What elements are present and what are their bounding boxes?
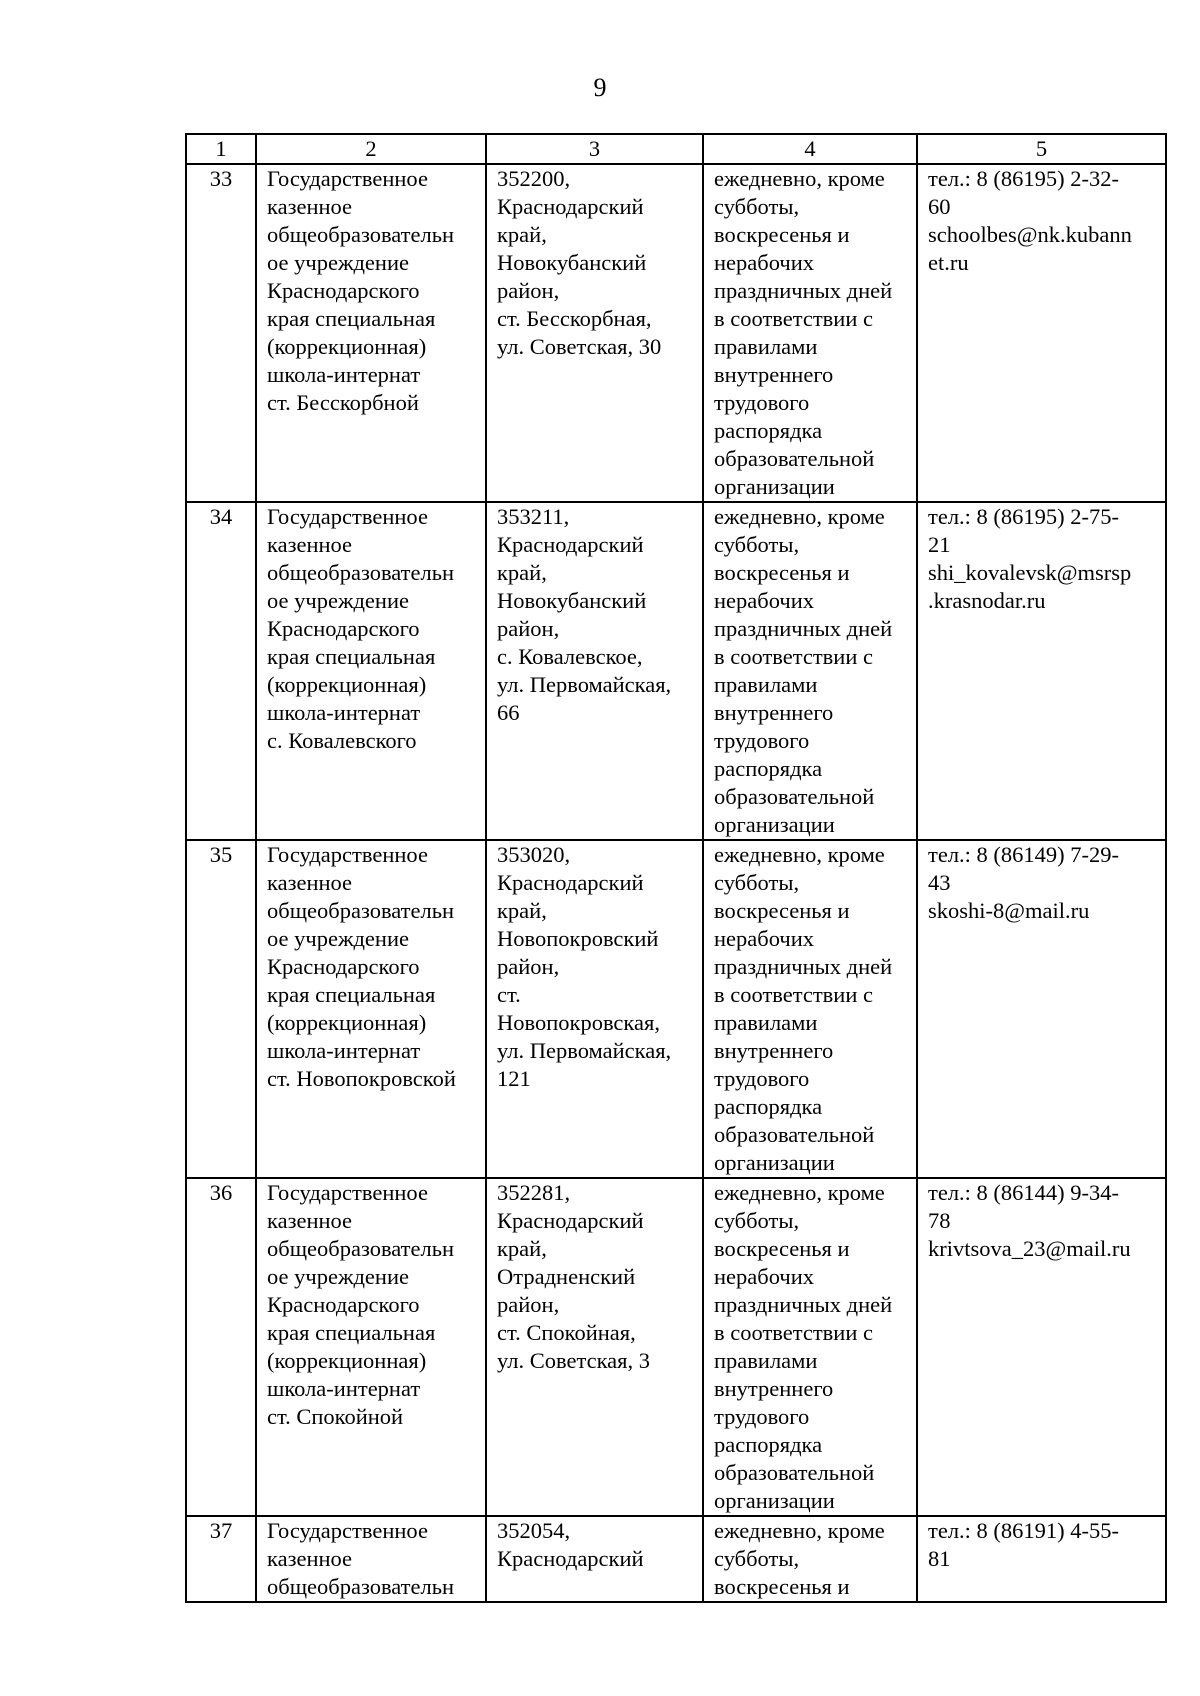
cell-text-line: трудового bbox=[714, 728, 810, 753]
cell-text-line: воскресенья и bbox=[714, 222, 850, 247]
cell-text-line: воскресенья и bbox=[714, 1236, 850, 1261]
cell-text-line: субботы, bbox=[714, 1546, 800, 1571]
cell-text-line: субботы, bbox=[714, 532, 800, 557]
cell-text-line: 352054, bbox=[497, 1518, 571, 1543]
cell-text-line: край, bbox=[497, 1236, 547, 1261]
column-header: 4 bbox=[703, 134, 917, 164]
cell-text-line: 21 bbox=[928, 532, 951, 557]
cell-text-line: Отрадненский bbox=[497, 1264, 636, 1289]
cell-text-line: нерабочих bbox=[714, 250, 814, 275]
cell-text-line: внутреннего bbox=[714, 1038, 834, 1063]
cell-text-line: Краснодарского bbox=[267, 616, 420, 641]
cell-text-line: 353211, bbox=[497, 504, 570, 529]
row-number-cell: 37 bbox=[186, 1516, 256, 1602]
cell-text-line: 78 bbox=[928, 1208, 951, 1233]
cell-text-line: праздничных дней bbox=[714, 278, 893, 303]
schedule-cell bbox=[703, 1516, 917, 1602]
address-cell bbox=[486, 164, 703, 502]
cell-text-line: тел.: 8 (86144) 9-34- bbox=[928, 1180, 1120, 1205]
cell-text-line: krivtsova_23@mail.ru bbox=[928, 1236, 1131, 1261]
cell-text-line: schoolbes@nk.kubann bbox=[928, 222, 1132, 247]
cell-text-line: образовательной bbox=[714, 1122, 875, 1147]
cell-text-line: Новокубанский bbox=[497, 588, 647, 613]
cell-text-line: казенное bbox=[267, 1546, 353, 1571]
cell-text-line: ежедневно, кроме bbox=[714, 504, 885, 529]
cell-text-line: в соответствии с bbox=[714, 1320, 873, 1345]
cell-text-line: воскресенья и bbox=[714, 1574, 850, 1599]
cell-text-line: в соответствии с bbox=[714, 982, 873, 1007]
cell-text-line: ое учреждение bbox=[267, 1264, 409, 1289]
cell-text-line: 81 bbox=[928, 1546, 951, 1571]
cell-text-line: воскресенья и bbox=[714, 898, 850, 923]
cell-text-line: ое учреждение bbox=[267, 588, 409, 613]
cell-text-line: край, bbox=[497, 898, 547, 923]
cell-text-line: Государственное bbox=[267, 504, 428, 529]
cell-text-line: тел.: 8 (86195) 2-75- bbox=[928, 504, 1120, 529]
cell-text-line: 43 bbox=[928, 870, 951, 895]
cell-text-line: распорядка bbox=[714, 1432, 823, 1457]
cell-text-line: общеобразовательн bbox=[267, 1574, 455, 1599]
cell-text-line: Новопокровский bbox=[497, 926, 659, 951]
cell-text-line: (коррекционная) bbox=[267, 1348, 427, 1373]
cell-text-line: казенное bbox=[267, 870, 353, 895]
cell-text-line: ежедневно, кроме bbox=[714, 1180, 885, 1205]
cell-text-line: район, bbox=[497, 616, 560, 641]
cell-text-line: Краснодарский bbox=[497, 1208, 644, 1233]
contacts-cell bbox=[917, 164, 1166, 502]
cell-text-line: в соответствии с bbox=[714, 644, 873, 669]
table-row bbox=[186, 840, 1166, 1178]
cell-text-line: 121 bbox=[497, 1066, 531, 1091]
cell-text-line: ст. Бесскорбная, bbox=[497, 306, 652, 331]
cell-text-line: 60 bbox=[928, 194, 951, 219]
row-number-cell: 36 bbox=[186, 1178, 256, 1516]
cell-text-line: внутреннего bbox=[714, 1376, 834, 1401]
cell-text-line: трудового bbox=[714, 390, 810, 415]
row-number-cell: 33 bbox=[186, 164, 256, 502]
cell-text-line: внутреннего bbox=[714, 700, 834, 725]
cell-text-line: ежедневно, кроме bbox=[714, 166, 885, 191]
cell-text-line: район, bbox=[497, 954, 560, 979]
cell-text-line: общеобразовательн bbox=[267, 222, 455, 247]
cell-text-line: организации bbox=[714, 1150, 835, 1175]
cell-text-line: Краснодарского bbox=[267, 954, 420, 979]
cell-text-line: нерабочих bbox=[714, 588, 814, 613]
institutions-table bbox=[185, 133, 1167, 1603]
cell-text-line: тел.: 8 (86149) 7-29- bbox=[928, 842, 1120, 867]
cell-text-line: ул. Первомайская, bbox=[497, 1038, 672, 1063]
cell-text-line: образовательной bbox=[714, 784, 875, 809]
cell-text-line: края специальная bbox=[267, 982, 436, 1007]
cell-text-line: организации bbox=[714, 812, 835, 837]
cell-text-line: общеобразовательн bbox=[267, 898, 455, 923]
institution-name-cell bbox=[256, 1178, 486, 1516]
cell-text-line: трудового bbox=[714, 1066, 810, 1091]
cell-text-line: ое учреждение bbox=[267, 250, 409, 275]
cell-text-line: (коррекционная) bbox=[267, 334, 427, 359]
cell-text-line: (коррекционная) bbox=[267, 1010, 427, 1035]
institution-name-cell bbox=[256, 502, 486, 840]
contacts-cell bbox=[917, 502, 1166, 840]
page-number: 9 bbox=[593, 73, 607, 102]
cell-text-line: 352200, bbox=[497, 166, 571, 191]
cell-text-line: тел.: 8 (86191) 4-55- bbox=[928, 1518, 1120, 1543]
cell-text-line: субботы, bbox=[714, 1208, 800, 1233]
cell-text-line: внутреннего bbox=[714, 362, 834, 387]
cell-text-line: края специальная bbox=[267, 1320, 436, 1345]
cell-text-line: Краснодарский bbox=[497, 1546, 644, 1571]
table-row bbox=[186, 1516, 1166, 1602]
cell-text-line: организации bbox=[714, 1488, 835, 1513]
cell-text-line: район, bbox=[497, 278, 560, 303]
cell-text-line: праздничных дней bbox=[714, 616, 893, 641]
cell-text-line: края специальная bbox=[267, 644, 436, 669]
cell-text-line: ст. Бесскорбной bbox=[267, 390, 419, 415]
cell-text-line: Новопокровская, bbox=[497, 1010, 660, 1035]
cell-text-line: Краснодарского bbox=[267, 278, 420, 303]
cell-text-line: ст. Новопокровской bbox=[267, 1066, 456, 1091]
cell-text-line: 66 bbox=[497, 700, 520, 725]
cell-text-line: 352281, bbox=[497, 1180, 571, 1205]
cell-text-line: Краснодарский bbox=[497, 194, 644, 219]
cell-text-line: Новокубанский bbox=[497, 250, 647, 275]
institution-name-cell bbox=[256, 164, 486, 502]
cell-text-line: организации bbox=[714, 474, 835, 499]
cell-text-line: общеобразовательн bbox=[267, 1236, 455, 1261]
header-row bbox=[186, 134, 1166, 164]
address-cell bbox=[486, 502, 703, 840]
cell-text-line: казенное bbox=[267, 532, 353, 557]
cell-text-line: с. Ковалевское, bbox=[497, 644, 643, 669]
cell-text-line: ул. Советская, 30 bbox=[497, 334, 662, 359]
row-number-cell: 34 bbox=[186, 502, 256, 840]
cell-text-line: ул. Первомайская, bbox=[497, 672, 672, 697]
column-header: 1 bbox=[186, 134, 256, 164]
column-header: 5 bbox=[917, 134, 1166, 164]
address-cell bbox=[486, 1178, 703, 1516]
cell-text-line: ст. Спокойная, bbox=[497, 1320, 636, 1345]
cell-text-line: субботы, bbox=[714, 194, 800, 219]
cell-text-line: skoshi-8@mail.ru bbox=[928, 898, 1090, 923]
cell-text-line: воскресенья и bbox=[714, 560, 850, 585]
cell-text-line: казенное bbox=[267, 1208, 353, 1233]
cell-text-line: Государственное bbox=[267, 842, 428, 867]
cell-text-line: распорядка bbox=[714, 418, 823, 443]
row-number-cell: 35 bbox=[186, 840, 256, 1178]
institution-name-cell bbox=[256, 1516, 486, 1602]
table-row bbox=[186, 1178, 1166, 1516]
cell-text-line: праздничных дней bbox=[714, 954, 893, 979]
cell-text-line: распорядка bbox=[714, 1094, 823, 1119]
cell-text-line: распорядка bbox=[714, 756, 823, 781]
cell-text-line: образовательной bbox=[714, 1460, 875, 1485]
cell-text-line: Краснодарский bbox=[497, 870, 644, 895]
schedule-cell bbox=[703, 840, 917, 1178]
cell-text-line: ул. Советская, 3 bbox=[497, 1348, 650, 1373]
cell-text-line: правилами bbox=[714, 1010, 818, 1035]
cell-text-line: правилами bbox=[714, 1348, 818, 1373]
cell-text-line: нерабочих bbox=[714, 1264, 814, 1289]
cell-text-line: праздничных дней bbox=[714, 1292, 893, 1317]
cell-text-line: трудового bbox=[714, 1404, 810, 1429]
address-cell bbox=[486, 1516, 703, 1602]
cell-text-line: Государственное bbox=[267, 1180, 428, 1205]
cell-text-line: .krasnodar.ru bbox=[928, 588, 1046, 613]
column-header: 3 bbox=[486, 134, 703, 164]
schedule-cell bbox=[703, 1178, 917, 1516]
cell-text-line: Краснодарского bbox=[267, 1292, 420, 1317]
cell-text-line: район, bbox=[497, 1292, 560, 1317]
cell-text-line: (коррекционная) bbox=[267, 672, 427, 697]
contacts-cell bbox=[917, 1178, 1166, 1516]
cell-text-line: с. Ковалевского bbox=[267, 728, 417, 753]
schedule-cell bbox=[703, 164, 917, 502]
cell-text-line: школа-интернат bbox=[267, 700, 421, 725]
cell-text-line: ст. Спокойной bbox=[267, 1404, 404, 1429]
cell-text-line: школа-интернат bbox=[267, 362, 421, 387]
cell-text-line: край, bbox=[497, 222, 547, 247]
cell-text-line: школа-интернат bbox=[267, 1376, 421, 1401]
cell-text-line: Государственное bbox=[267, 1518, 428, 1543]
cell-text-line: правилами bbox=[714, 672, 818, 697]
table-row bbox=[186, 502, 1166, 840]
institution-name-cell bbox=[256, 840, 486, 1178]
contacts-cell bbox=[917, 1516, 1166, 1602]
cell-text-line: края специальная bbox=[267, 306, 436, 331]
cell-text-line: ежедневно, кроме bbox=[714, 1518, 885, 1543]
cell-text-line: et.ru bbox=[928, 250, 969, 275]
cell-text-line: ое учреждение bbox=[267, 926, 409, 951]
cell-text-line: Краснодарский bbox=[497, 532, 644, 557]
cell-text-line: казенное bbox=[267, 194, 353, 219]
address-cell bbox=[486, 840, 703, 1178]
cell-text-line: правилами bbox=[714, 334, 818, 359]
cell-text-line: 353020, bbox=[497, 842, 571, 867]
schedule-cell bbox=[703, 502, 917, 840]
contacts-cell bbox=[917, 840, 1166, 1178]
cell-text-line: нерабочих bbox=[714, 926, 814, 951]
cell-text-line: субботы, bbox=[714, 870, 800, 895]
cell-text-line: образовательной bbox=[714, 446, 875, 471]
cell-text-line: школа-интернат bbox=[267, 1038, 421, 1063]
cell-text-line: в соответствии с bbox=[714, 306, 873, 331]
cell-text-line: общеобразовательн bbox=[267, 560, 455, 585]
cell-text-line: ст. bbox=[497, 982, 521, 1007]
cell-text-line: Государственное bbox=[267, 166, 428, 191]
column-header: 2 bbox=[256, 134, 486, 164]
table-row bbox=[186, 164, 1166, 502]
cell-text-line: край, bbox=[497, 560, 547, 585]
cell-text-line: ежедневно, кроме bbox=[714, 842, 885, 867]
cell-text-line: shi_kovalevsk@msrsp bbox=[928, 560, 1132, 585]
cell-text-line: тел.: 8 (86195) 2-32- bbox=[928, 166, 1120, 191]
